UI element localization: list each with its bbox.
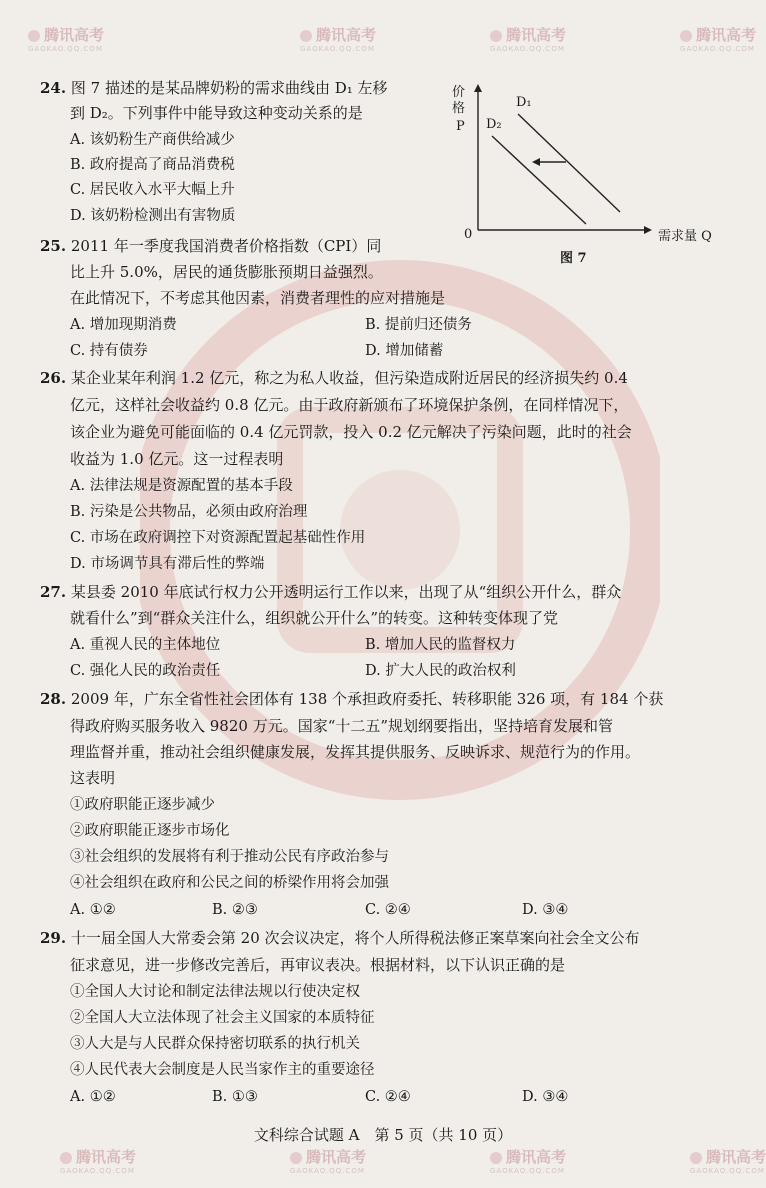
x-axis-label: 需求量 Q bbox=[658, 229, 712, 244]
page-footer: 文科综合试题 A 第 5 页（共 10 页） bbox=[253, 1126, 513, 1144]
statement-item: ④人民代表大会制度是人民当家作主的重要途径 bbox=[70, 1062, 375, 1078]
option-d: D. ③④ bbox=[522, 1089, 569, 1105]
question-24-line: 24. 图 7 描述的是某品牌奶粉的需求曲线由 D₁ 左移 bbox=[40, 79, 388, 97]
watermark-logo: 腾讯高考 GAOKAO.QQ.COM bbox=[300, 26, 377, 53]
watermark-logo: 腾讯高考 GAOKAO.QQ.COM bbox=[490, 1148, 567, 1175]
option-a: A. ①② bbox=[70, 902, 116, 918]
option-b: B. 污染是公共物品，必须由政府治理 bbox=[70, 504, 308, 520]
question-28-line: 这表明 bbox=[70, 769, 116, 787]
question-28-line: 28. 2009 年，广东全省性社会团体有 138 个承担政府委托、转移职能 326 项，有 184 个获 bbox=[40, 690, 664, 708]
statement-item: ④社会组织在政府和公民之间的桥梁作用将会加强 bbox=[70, 875, 389, 891]
statement-item: ③人大是与人民群众保持密切联系的执行机关 bbox=[70, 1036, 360, 1052]
option-c: C. 居民收入水平大幅上升 bbox=[70, 182, 235, 198]
statement-item: ①政府职能正逐步减少 bbox=[70, 797, 215, 813]
option-c: C. 强化人民的政治责任 bbox=[70, 663, 221, 679]
watermark-logo: 腾讯高考 GAOKAO.QQ.COM bbox=[28, 26, 105, 53]
option-d: D. 增加储蓄 bbox=[365, 343, 444, 359]
option-a: A. 重视人民的主体地位 bbox=[70, 637, 221, 653]
arrow-left-icon bbox=[532, 158, 540, 166]
question-28-line: 得政府购买服务收入 9820 万元。国家“十二五”规划纲要指出，坚持培育发展和管 bbox=[70, 717, 614, 735]
option-d: D. 扩大人民的政治权利 bbox=[365, 663, 516, 679]
option-b: B. 政府提高了商品消费税 bbox=[70, 157, 235, 173]
figure-caption: 图 7 bbox=[560, 251, 587, 266]
demand-curve-graph bbox=[448, 84, 738, 274]
option-c: C. ②④ bbox=[365, 902, 411, 918]
question-26-line: 亿元，这样社会收益约 0.8 亿元。由于政府新颁布了环境保护条例，在同样情况下， bbox=[70, 396, 629, 414]
question-29-line: 29. 十一届全国人大常委会第 20 次会议决定，将个人所得税法修正案草案向社会全文公布 bbox=[40, 929, 640, 947]
y-axis-symbol: P bbox=[456, 119, 465, 134]
question-27-line: 就看什么”到“群众关注什么，组织就公开什么”的转变。这种转变体现了党 bbox=[70, 609, 559, 627]
option-c: C. ②④ bbox=[365, 1089, 411, 1105]
option-d: D. 市场调节具有滞后性的弊端 bbox=[70, 556, 265, 572]
option-b: B. 增加人民的监督权力 bbox=[365, 637, 516, 653]
option-b: B. ②③ bbox=[212, 902, 258, 918]
question-26-line: 收益为 1.0 亿元。这一过程表明 bbox=[70, 450, 284, 468]
question-25-line: 在此情况下，不考虑其他因素，消费者理性的应对措施是 bbox=[70, 289, 446, 307]
question-24-line: 到 D₂。下列事件中能导致这种变动关系的是 bbox=[70, 104, 363, 122]
curve-d1 bbox=[518, 114, 620, 212]
watermark-logo: 腾讯高考 GAOKAO.QQ.COM bbox=[680, 26, 757, 53]
curve-d1-label: D₁ bbox=[516, 95, 532, 110]
question-25-line: 25. 2011 年一季度我国消费者价格指数（CPI）同 bbox=[40, 237, 382, 255]
y-axis-label: 价 bbox=[452, 85, 466, 100]
watermark-logo: 腾讯高考 GAOKAO.QQ.COM bbox=[690, 1148, 766, 1175]
question-27-line: 27. 某县委 2010 年底试行权力公开透明运行工作以来，出现了从“组织公开什么，群众 bbox=[40, 583, 622, 601]
option-a: A. 该奶粉生产商供给减少 bbox=[70, 132, 235, 148]
statement-item: ①全国人大讨论和制定法律法规以行使决定权 bbox=[70, 984, 360, 1000]
statement-item: ②全国人大立法体现了社会主义国家的本质特征 bbox=[70, 1010, 375, 1026]
question-28-line: 理监督并重，推动社会组织健康发展，发挥其提供服务、反映诉求、规范行为的作用。 bbox=[70, 743, 641, 761]
question-26-line: 该企业为避免可能面临的 0.4 亿元罚款，投入 0.2 亿元解决了污染问题，此时的社会 bbox=[70, 423, 632, 441]
question-29-line: 征求意见，进一步修改完善后，再审议表决。根据材料，以下认识正确的是 bbox=[70, 956, 566, 974]
watermark-logo: 腾讯高考 GAOKAO.QQ.COM bbox=[60, 1148, 137, 1175]
question-26-line: 26. 某企业某年利润 1.2 亿元，称之为私人收益，但污染造成附近居民的经济损失约 0.4 bbox=[40, 369, 628, 387]
curve-d2 bbox=[492, 136, 586, 224]
statement-item: ③社会组织的发展将有利于推动公民有序政治参与 bbox=[70, 849, 389, 865]
question-25-line: 比上升 5.0%，居民的通货膨胀预期日益强烈。 bbox=[70, 263, 383, 281]
option-b: B. ①③ bbox=[212, 1089, 258, 1105]
option-d: D. 该奶粉检测出有害物质 bbox=[70, 208, 236, 224]
option-c: C. 持有债券 bbox=[70, 343, 148, 359]
figure-7-demand-curve bbox=[448, 84, 738, 274]
option-a: A. 法律法规是资源配置的基本手段 bbox=[70, 478, 293, 494]
option-b: B. 提前归还债务 bbox=[365, 317, 472, 333]
option-a: A. ①② bbox=[70, 1089, 116, 1105]
origin-label: 0 bbox=[464, 227, 473, 242]
option-d: D. ③④ bbox=[522, 902, 569, 918]
statement-item: ②政府职能正逐步市场化 bbox=[70, 823, 230, 839]
curve-d2-label: D₂ bbox=[486, 117, 502, 132]
watermark-logo: 腾讯高考 GAOKAO.QQ.COM bbox=[490, 26, 567, 53]
option-c: C. 市场在政府调控下对资源配置起基础性作用 bbox=[70, 530, 366, 546]
option-a: A. 增加现期消费 bbox=[70, 317, 177, 333]
y-axis-label: 格 bbox=[452, 101, 466, 116]
watermark-logo: 腾讯高考 GAOKAO.QQ.COM bbox=[290, 1148, 367, 1175]
